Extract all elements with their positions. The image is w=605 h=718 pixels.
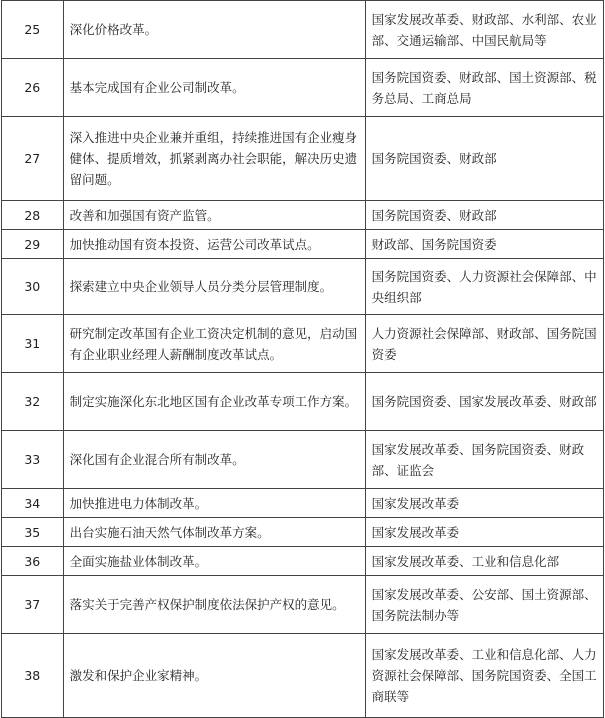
row-number: 28 [2,201,64,230]
department-cell: 国务院国资委、财政部、国土资源部、税务总局、工商总局 [365,59,603,117]
table-row [2,634,604,718]
table-row [2,518,604,547]
table-row [2,576,604,634]
table-row [2,431,604,489]
department-cell: 国家发展改革委、财政部、水利部、农业部、交通运输部、中国民航局等 [365,1,603,59]
table-row [2,547,604,576]
row-number: 25 [2,1,64,59]
task-cell: 激发和保护企业家精神。 [63,634,365,718]
task-cell: 基本完成国有企业公司制改革。 [63,59,365,117]
row-number: 37 [2,576,64,634]
table-row [2,373,604,431]
department-cell: 国家发展改革委、国务院国资委、财政部、证监会 [365,431,603,489]
row-number: 32 [2,373,64,431]
row-number: 31 [2,315,64,373]
table-row [2,201,604,230]
task-cell: 加快推进电力体制改革。 [63,489,365,518]
task-cell: 深化国有企业混合所有制改革。 [63,431,365,489]
task-cell: 深入推进中央企业兼并重组，持续推进国有企业瘦身健体、提质增效，抓紧剥离办社会职能，解决历史遗留问题。 [63,117,365,201]
department-cell: 国家发展改革委 [365,489,603,518]
table-row [2,259,604,315]
task-cell: 深化价格改革。 [63,1,365,59]
task-cell: 改善和加强国有资产监管。 [63,201,365,230]
department-cell: 国家发展改革委、工业和信息化部、人力资源社会保障部、国务院国资委、全国工商联等 [365,634,603,718]
task-cell: 落实关于完善产权保护制度依法保护产权的意见。 [63,576,365,634]
department-cell: 国务院国资委、财政部 [365,201,603,230]
task-cell: 研究制定改革国有企业工资决定机制的意见，启动国有企业职业经理人薪酬制度改革试点。 [63,315,365,373]
task-cell: 加快推动国有资本投资、运营公司改革试点。 [63,230,365,259]
task-cell: 探索建立中央企业领导人员分类分层管理制度。 [63,259,365,315]
table-row [2,315,604,373]
row-number: 26 [2,59,64,117]
department-cell: 国家发展改革委、公安部、国土资源部、国务院法制办等 [365,576,603,634]
row-number: 35 [2,518,64,547]
task-table [1,0,604,718]
row-number: 29 [2,230,64,259]
task-cell: 全面实施盐业体制改革。 [63,547,365,576]
department-cell: 人力资源社会保障部、财政部、国务院国资委 [365,315,603,373]
table-row [2,117,604,201]
department-cell: 国家发展改革委 [365,518,603,547]
department-cell: 财政部、国务院国资委 [365,230,603,259]
task-cell: 制定实施深化东北地区国有企业改革专项工作方案。 [63,373,365,431]
task-cell: 出台实施石油天然气体制改革方案。 [63,518,365,547]
table-row [2,59,604,117]
table-row [2,489,604,518]
row-number: 38 [2,634,64,718]
department-cell: 国务院国资委、财政部 [365,117,603,201]
department-cell: 国家发展改革委、工业和信息化部 [365,547,603,576]
table-row [2,230,604,259]
row-number: 33 [2,431,64,489]
row-number: 30 [2,259,64,315]
row-number: 34 [2,489,64,518]
department-cell: 国务院国资委、国家发展改革委、财政部 [365,373,603,431]
department-cell: 国务院国资委、人力资源社会保障部、中央组织部 [365,259,603,315]
row-number: 27 [2,117,64,201]
table-row [2,1,604,59]
row-number: 36 [2,547,64,576]
